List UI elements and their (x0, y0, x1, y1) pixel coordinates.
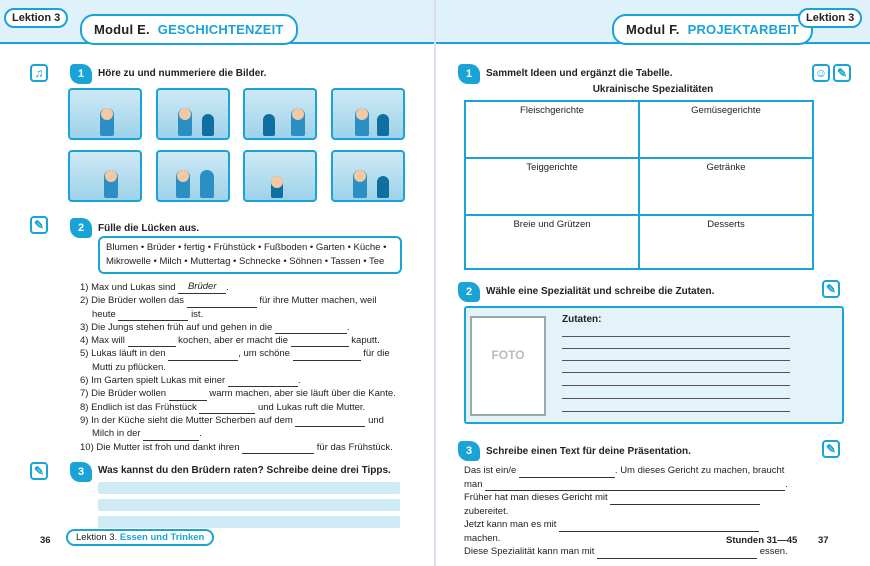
module-label: Modul E. (94, 22, 150, 37)
pencil-icon: ✎ (822, 440, 840, 458)
right-page (436, 0, 870, 566)
sentence: 1) Max und Lukas sind Brüder . (80, 281, 229, 293)
sentence: 9) In der Küche sieht die Mutter Scherben auf dem und (80, 414, 384, 426)
page-number: 37 (818, 535, 829, 546)
task-number: 3 (458, 441, 480, 461)
headphones-icon: ♫ (30, 64, 48, 82)
sentence: 7) Die Brüder wollen warm machen, aber sie läuft über die Kante. (80, 388, 396, 400)
sentence: Milch in der . (92, 428, 202, 440)
text-line: Früher hat man dieses Gericht mit zubereitet. (464, 491, 796, 518)
table-header-cell[interactable]: Getränke (639, 158, 813, 215)
answer-blank[interactable] (293, 360, 361, 361)
module-label: Modul F. (626, 22, 680, 37)
gap-fill-exercise (80, 280, 410, 454)
text-line: man . (464, 478, 788, 490)
task-number: 2 (458, 282, 480, 302)
page-number: 36 (40, 535, 51, 546)
answer-blank[interactable]: Brüder (178, 280, 226, 294)
answer-blank[interactable] (559, 531, 759, 532)
picture-4 (331, 88, 405, 140)
task-instruction: Höre zu und nummeriere die Bilder. (98, 68, 267, 79)
ingredient-line[interactable] (562, 360, 790, 361)
word-bank-line: Mikrowelle • Milch • Muttertag • Schnecke • Söhnen • Tassen • Tee (106, 256, 385, 267)
sentence: 6) Im Garten spielt Lukas mit einer . (80, 375, 301, 387)
footer-title: Lektion 3. Essen und Trinken (66, 529, 214, 546)
task-instruction: Fülle die Lücken aus. (98, 223, 200, 234)
sentence: 5) Lukas läuft in den , um schöne für die (80, 348, 390, 360)
ingredients-label: Zutaten: (562, 314, 602, 325)
word-bank (98, 236, 402, 274)
sentence: heute ist. (92, 308, 204, 320)
sentence: 3) Die Jungs stehen früh auf und gehen in die . (80, 321, 350, 333)
word-bank-line: Blumen • Brüder • fertig • Frühstück • Fußboden • Garten • Küche • (106, 242, 387, 253)
group-work-icon: ☺ (812, 64, 830, 82)
footer-stunden: Stunden 31—45 (726, 535, 798, 546)
pencil-icon: ✎ (833, 64, 851, 82)
tip-line[interactable] (98, 516, 400, 528)
answer-blank[interactable] (242, 453, 314, 454)
module-title (612, 14, 813, 45)
pencil-icon: ✎ (822, 280, 840, 298)
task-number: 1 (70, 64, 92, 84)
picture-1 (68, 88, 142, 140)
lektion-badge: Lektion 3 (4, 8, 68, 28)
module-title (80, 14, 298, 45)
text-line: Diese Spezialität kann man mit essen. (464, 546, 788, 557)
table-header-cell[interactable]: Fleischgerichte (465, 101, 639, 158)
left-page (0, 0, 434, 566)
pencil-icon: ✎ (30, 216, 48, 234)
picture-7 (243, 150, 317, 202)
sentence: 8) Endlich ist das Frühstück und Lukas ruft die Mutter. (80, 401, 366, 413)
sentence: 2) Die Brüder wollen das für ihre Mutter machen, weil (80, 295, 377, 307)
ingredient-line[interactable] (562, 385, 790, 386)
module-name: PROJEKTARBEIT (687, 22, 800, 37)
answer-blank[interactable] (168, 360, 238, 361)
task-number: 2 (70, 218, 92, 238)
answer-blank[interactable] (597, 558, 757, 559)
picture-8 (331, 150, 405, 202)
ingredient-line[interactable] (562, 411, 790, 412)
answer-blank[interactable] (295, 426, 365, 427)
picture-6 (156, 150, 230, 202)
task-number: 3 (70, 462, 92, 482)
text-line: Das ist ein/e . Um dieses Gericht zu machen, braucht (464, 465, 785, 476)
task-instruction: Was kannst du den Brüdern raten? Schreibe deine drei Tipps. (98, 465, 391, 476)
module-name: GESCHICHTENZEIT (157, 22, 284, 37)
ingredient-line[interactable] (562, 372, 790, 373)
specialities-table (464, 100, 814, 270)
table-title: Ukrainische Spezialitäten (592, 84, 714, 95)
table-header-cell[interactable]: Breie und Grützen (465, 215, 639, 269)
tip-line[interactable] (98, 499, 400, 511)
ingredient-line[interactable] (562, 336, 790, 337)
table-header-cell[interactable]: Desserts (639, 215, 813, 269)
photo-placeholder[interactable]: FOTO (470, 316, 546, 416)
task-instruction: Sammelt Ideen und ergänzt die Tabelle. (486, 68, 673, 79)
table-header-cell[interactable]: Teiggerichte (465, 158, 639, 215)
sentence: 4) Max will kochen, aber er macht die kaputt. (80, 335, 380, 347)
table-header-cell[interactable]: Gemüsegerichte (639, 101, 813, 158)
lektion-badge: Lektion 3 (798, 8, 862, 28)
ingredient-line[interactable] (562, 348, 790, 349)
tip-line[interactable] (98, 482, 400, 494)
sentence: 10) Die Mutter ist froh und dankt ihren für das Frühstück. (80, 441, 393, 453)
ingredient-line[interactable] (562, 398, 790, 399)
picture-3 (243, 88, 317, 140)
text-line: Jetzt kann man es mit machen. (464, 518, 796, 545)
answer-blank[interactable] (610, 504, 760, 505)
sentence: Mutti zu pflücken. (92, 361, 166, 373)
pencil-icon: ✎ (30, 462, 48, 480)
task-instruction: Wähle eine Spezialität und schreibe die Zutaten. (486, 286, 715, 297)
picture-5 (68, 150, 142, 202)
task-instruction: Schreibe einen Text für deine Präsentation. (486, 446, 691, 457)
picture-2 (156, 88, 230, 140)
task-number: 1 (458, 64, 480, 84)
